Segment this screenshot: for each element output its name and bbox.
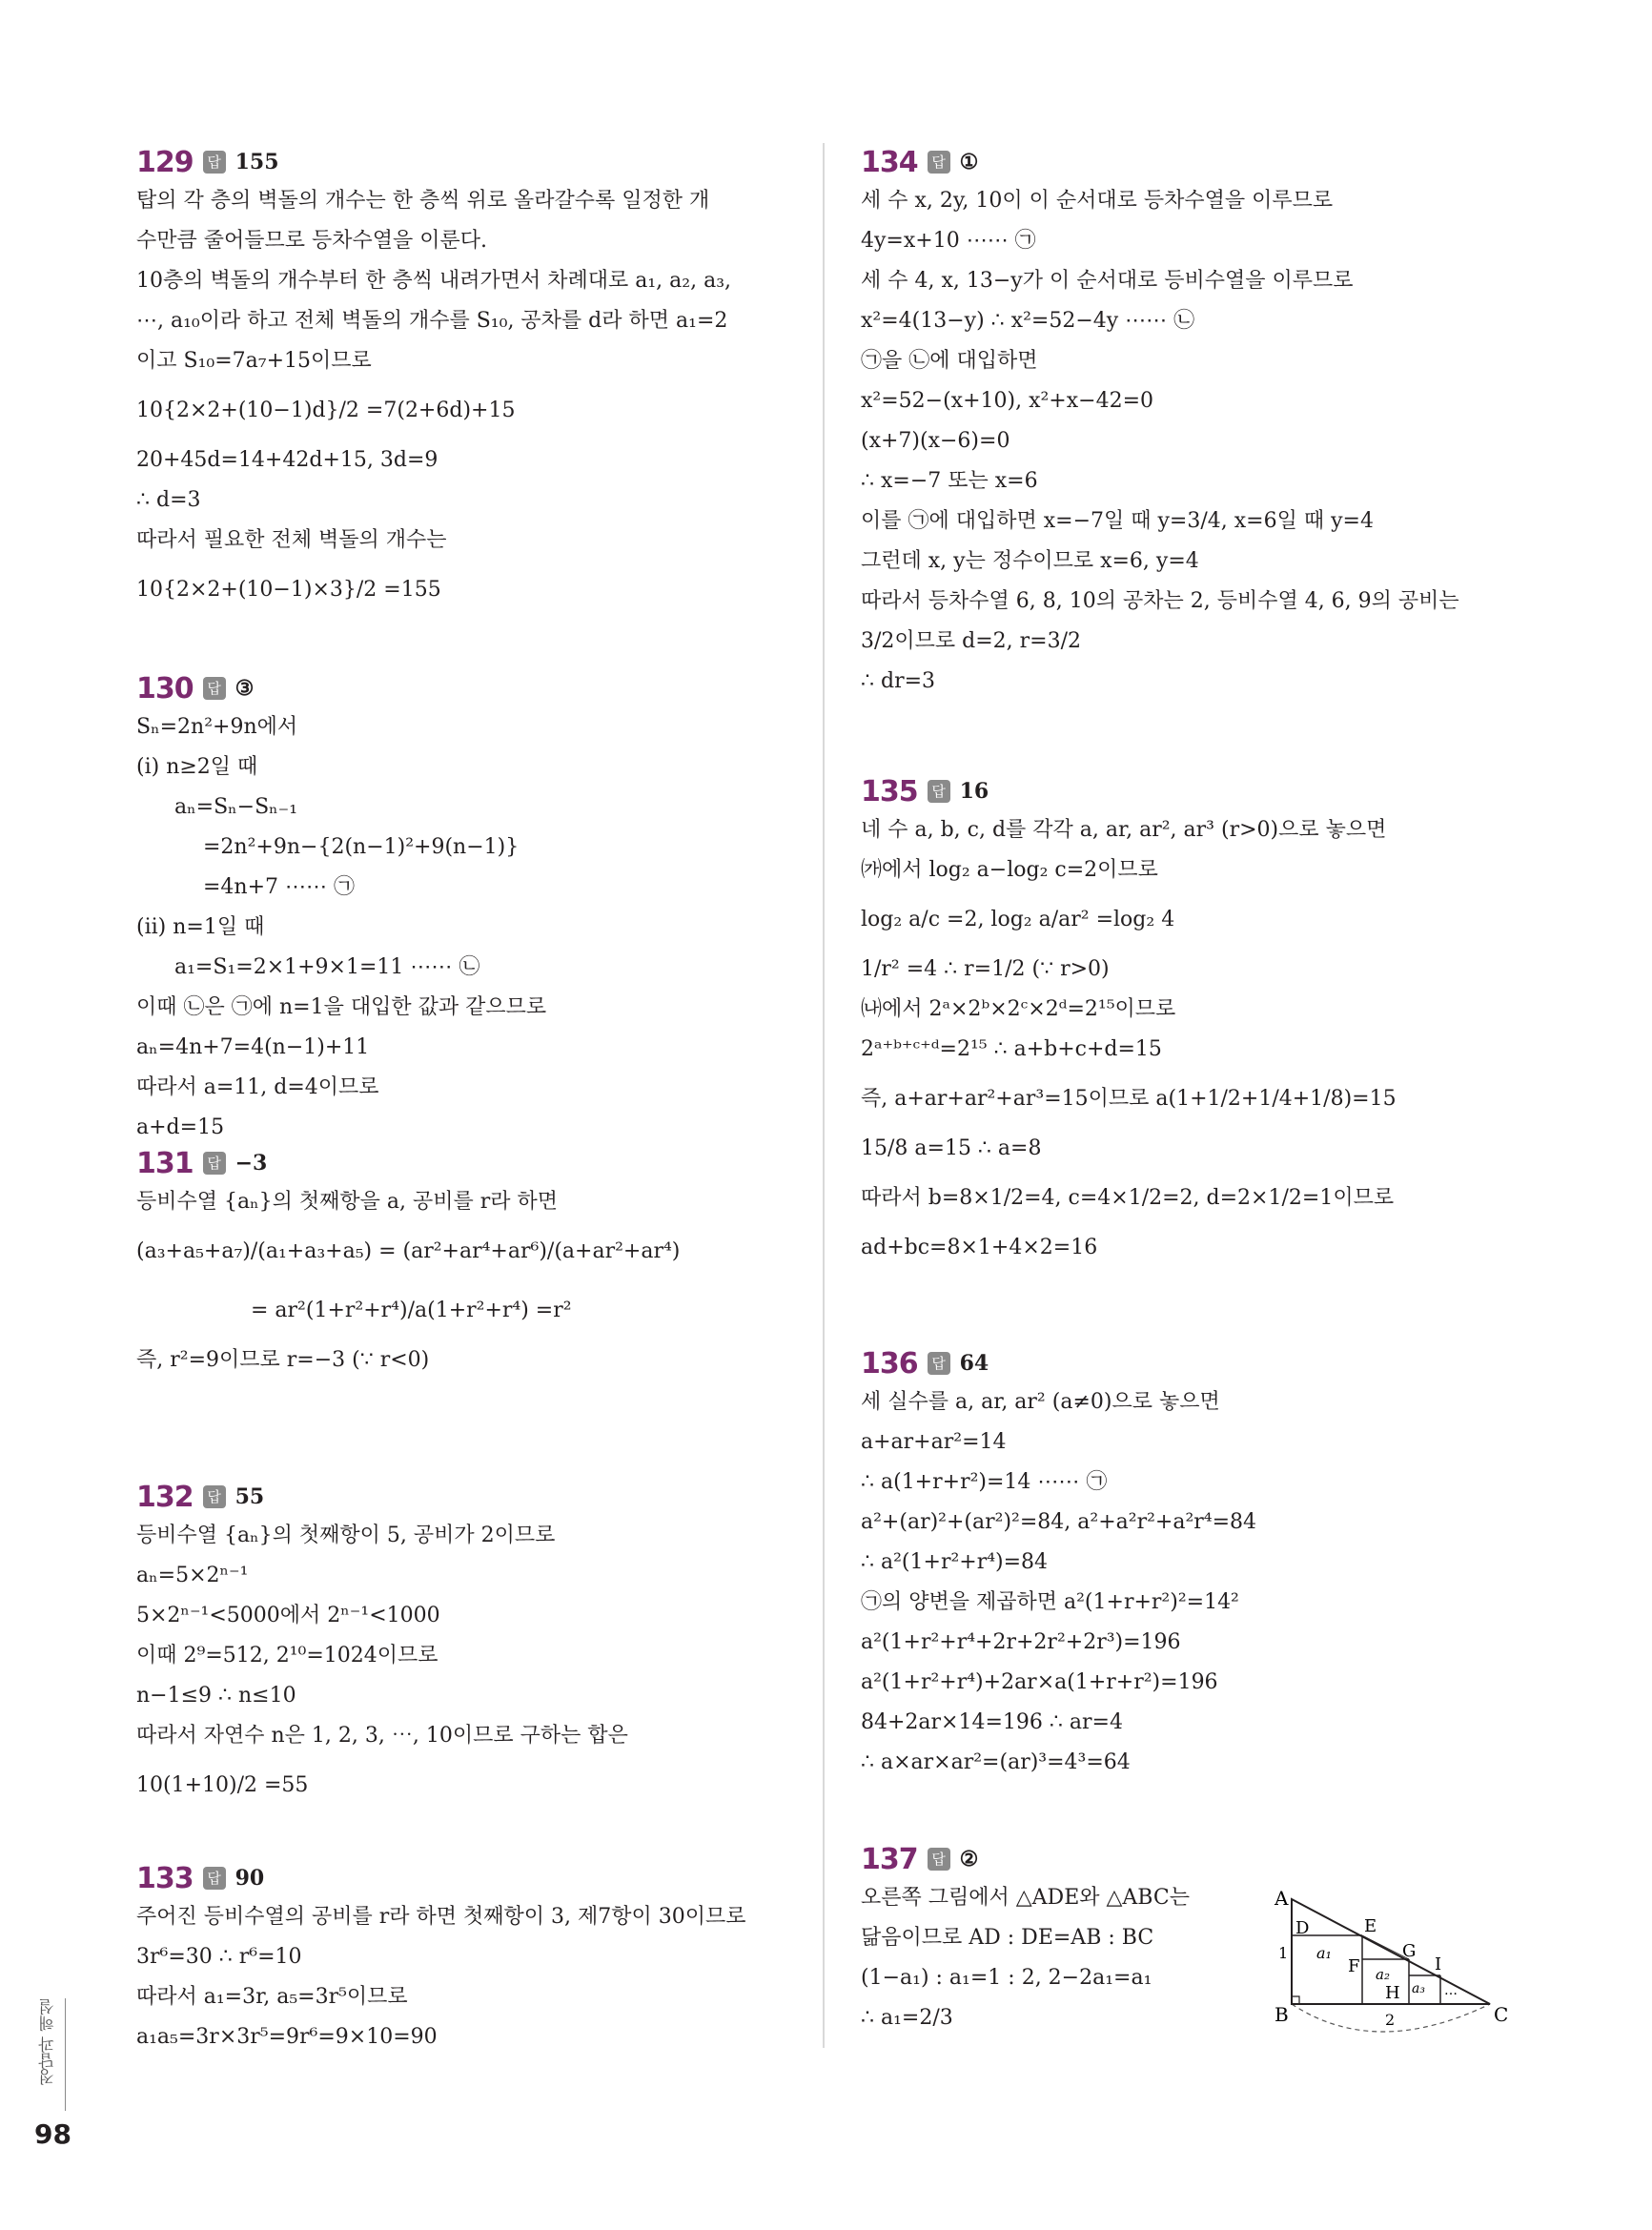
answer-value: 16 [959, 779, 989, 804]
solution-line: 수만큼 줄어들므로 등차수열을 이룬다. [136, 229, 488, 253]
solution-line: 닮음이므로 AD : DE=AB : BC [861, 1926, 1154, 1950]
problem-header [136, 669, 804, 707]
solution-line: 3r⁶=30 ∴ r⁶=10 [136, 1945, 302, 1969]
solution-line: 84+2ar×14=196 ∴ ar=4 [861, 1710, 1123, 1734]
solution-line: 네 수 a, b, c, d를 각각 a, ar, ar², ar³ (r>0)으로 놓으면 [861, 818, 1387, 842]
problem-number: 137 [861, 1842, 918, 1876]
solution-line: aₙ=4n+7=4(n−1)+11 [136, 1035, 370, 1059]
problem-137 [861, 1840, 1528, 2038]
solution-line: =2n²+9n−{2(n−1)²+9(n−1)} [203, 835, 520, 859]
problem-header [861, 1344, 1528, 1382]
solution-line: a₁=S₁=2×1+9×1=11 ⋯⋯ ㉡ [174, 955, 480, 979]
column-divider [823, 143, 825, 2048]
solution-line: 10{2×2+(10−1)×3}/2 =155 [136, 578, 441, 602]
problem-136 [861, 1344, 1528, 1783]
label-b: B [1275, 2003, 1289, 2026]
answer-value: ③ [235, 676, 255, 701]
solution-line: (a₃+a₅+a₇)/(a₁+a₃+a₅) = (ar²+ar⁴+ar⁶)/(a+ar²+ar⁴) [136, 1239, 681, 1263]
solution-line: aₙ=Sₙ−Sₙ₋₁ [174, 795, 298, 819]
answer-value: 55 [235, 1484, 265, 1509]
solution-line: a²+(ar)²+(ar²)²=84, a²+a²r²+a²r⁴=84 [861, 1510, 1257, 1534]
solution-line: 세 수 4, x, 13−y가 이 순서대로 등비수열을 이루므로 [861, 269, 1354, 293]
answer-value: 90 [235, 1866, 265, 1891]
solution-line: a₁a₅=3r×3r⁵=9r⁶=9×10=90 [136, 2025, 438, 2049]
solution-line: 5×2ⁿ⁻¹<5000에서 2ⁿ⁻¹<1000 [136, 1604, 440, 1627]
solution-line: 등비수열 {aₙ}의 첫째항이 5, 공비가 2이므로 [136, 1524, 556, 1547]
problem-number: 129 [136, 145, 194, 179]
label-a2: a₂ [1376, 1966, 1390, 1983]
problem-header [861, 143, 1528, 181]
solution-line: 그런데 x, y는 정수이므로 x=6, y=4 [861, 549, 1199, 573]
side-label-1: 1 [1278, 1944, 1289, 1962]
answer-badge: 답 [203, 1152, 226, 1175]
solution-line: 3/2이므로 d=2, r=3/2 [861, 629, 1082, 653]
solution-line: 즉, r²=9이므로 r=−3 (∵ r<0) [136, 1348, 430, 1372]
label-e: E [1364, 1916, 1377, 1936]
solution-line: 등비수열 {aₙ}의 첫째항을 a, 공비를 r라 하면 [136, 1190, 558, 1214]
problem-132 [136, 1478, 804, 1815]
answer-badge: 답 [203, 1485, 226, 1508]
label-c: C [1494, 2003, 1509, 2026]
side-rule [65, 1998, 66, 2111]
answer-badge: 답 [203, 677, 226, 700]
answer-value: −3 [235, 1151, 268, 1176]
label-ellipsis: … [1444, 1983, 1458, 1998]
solution-line: 따라서 b=8×1/2=4, c=4×1/2=2, d=2×1/2=1이므로 [861, 1186, 1395, 1210]
solution-line: ∴ dr=3 [861, 669, 936, 693]
solution-line: (x+7)(x−6)=0 [861, 429, 1010, 453]
answer-value: ② [959, 1847, 979, 1872]
solution-line: (1−a₁) : a₁=1 : 2, 2−2a₁=a₁ [861, 1966, 1152, 1990]
problem-header [861, 772, 1528, 810]
answer-badge: 답 [203, 1867, 226, 1890]
solution-line: 4y=x+10 ⋯⋯ ㉠ [861, 229, 1036, 253]
solution-line: ∴ a(1+r+r²)=14 ⋯⋯ ㉠ [861, 1470, 1108, 1494]
problem-135 [861, 772, 1528, 1268]
solution-line: ad+bc=8×1+4×2=16 [861, 1236, 1098, 1259]
solution-line: 20+45d=14+42d+15, 3d=9 [136, 448, 438, 472]
solution-line: ∴ a²(1+r²+r⁴)=84 [861, 1550, 1049, 1574]
answer-value: ① [959, 150, 979, 174]
problem-number: 131 [136, 1146, 194, 1180]
label-a3: a₃ [1412, 1981, 1425, 1996]
solution-line: ㈏에서 2ᵃ×2ᵇ×2ᶜ×2ᵈ=2¹⁵이므로 [861, 997, 1176, 1021]
side-label-2: 2 [1385, 2011, 1396, 2029]
answer-value: 155 [235, 150, 279, 174]
problem-header [136, 1144, 804, 1182]
solution-line: a²(1+r²+r⁴+2r+2r²+2r³)=196 [861, 1630, 1181, 1654]
solution-line: 10층의 벽돌의 개수부터 한 층씩 내려가면서 차례대로 a₁, a₂, a₃, [136, 269, 732, 293]
solution-line: ∴ a×ar×ar²=(ar)³=4³=64 [861, 1750, 1131, 1774]
problem-header [136, 143, 804, 181]
problem-129 [136, 143, 804, 620]
solution-line: 세 실수를 a, ar, ar² (a≠0)으로 놓으면 [861, 1390, 1220, 1414]
solution-line: 2ᵃ⁺ᵇ⁺ᶜ⁺ᵈ=2¹⁵ ∴ a+b+c+d=15 [861, 1037, 1162, 1061]
problem-number: 134 [861, 145, 918, 179]
solution-line: 이를 ㉠에 대입하면 x=−7일 때 y=3/4, x=6일 때 y=4 [861, 509, 1374, 533]
solution-line: 이고 S₁₀=7a₇+15이므로 [136, 349, 372, 373]
solution-line: aₙ=5×2ⁿ⁻¹ [136, 1564, 249, 1587]
solution-line: 10{2×2+(10−1)d}/2 =7(2+6d)+15 [136, 399, 516, 422]
problem-number: 132 [136, 1480, 194, 1514]
solution-line: 따라서 a=11, d=4이므로 [136, 1075, 379, 1099]
solution-line: 즉, a+ar+ar²+ar³=15이므로 a(1+1/2+1/4+1/8)=15 [861, 1087, 1397, 1111]
answer-value: 64 [959, 1351, 989, 1376]
solution-line: 1/r² =4 ∴ r=1/2 (∵ r>0) [861, 957, 1110, 981]
label-a: A [1275, 1888, 1289, 1910]
answer-badge: 답 [203, 151, 226, 174]
right-angle-mark [1292, 1996, 1299, 2004]
problem-number: 130 [136, 671, 194, 706]
solution-line: ∴ x=−7 또는 x=6 [861, 469, 1038, 493]
solution-line: 세 수 x, 2y, 10이 이 순서대로 등차수열을 이루므로 [861, 189, 1334, 213]
page-number: 98 [34, 2118, 71, 2150]
solution-line: 이때 2⁹=512, 2¹⁰=1024이므로 [136, 1644, 438, 1667]
solution-line: (ⅱ) n=1일 때 [136, 915, 265, 939]
solution-line: (ⅰ) n≥2일 때 [136, 755, 258, 779]
answer-badge: 답 [928, 780, 950, 803]
label-h: H [1385, 1983, 1400, 2003]
problem-header [136, 1478, 804, 1516]
triangle-figure [1261, 1888, 1519, 2050]
solution-line: 따라서 자연수 n은 1, 2, 3, ⋯, 10이므로 구하는 합은 [136, 1724, 628, 1748]
solution-line: n−1≤9 ∴ n≤10 [136, 1684, 296, 1708]
solution-line: = ar²(1+r²+r⁴)/a(1+r²+r⁴) =r² [251, 1299, 572, 1322]
problem-133 [136, 1859, 804, 2057]
label-f: F [1348, 1956, 1360, 1976]
label-i: I [1435, 1954, 1442, 1974]
solution-line: ∴ d=3 [136, 488, 201, 512]
side-section-label: 정답과 해설 [39, 1998, 58, 2086]
solution-line: ㈎에서 log₂ a−log₂ c=2이므로 [861, 858, 1158, 882]
solution-line: a+d=15 [136, 1115, 225, 1139]
problem-header [861, 1840, 1528, 1878]
solution-line: a+ar+ar²=14 [861, 1430, 1007, 1454]
problem-number: 133 [136, 1861, 194, 1895]
problem-header [136, 1859, 804, 1897]
problem-131 [136, 1144, 804, 1381]
solution-line: 따라서 등차수열 6, 8, 10의 공차는 2, 등비수열 4, 6, 9의 공비는 [861, 589, 1459, 613]
solution-line: ∴ a₁=2/3 [861, 2006, 953, 2030]
problem-130 [136, 669, 804, 1148]
problem-number: 136 [861, 1346, 918, 1381]
solution-line: x²=52−(x+10), x²+x−42=0 [861, 389, 1154, 413]
answer-badge: 답 [928, 151, 950, 174]
solution-line: 10(1+10)/2 =55 [136, 1773, 309, 1797]
solution-line: 15/8 a=15 ∴ a=8 [861, 1136, 1042, 1160]
solution-line: ⋯, a₁₀이라 하고 전체 벽돌의 개수를 S₁₀, 공차를 d라 하면 a₁=2 [136, 309, 728, 333]
solution-line: 오른쪽 그림에서 △ADE와 △ABC는 [861, 1886, 1190, 1910]
solution-line: =4n+7 ⋯⋯ ㉠ [203, 875, 356, 899]
answer-badge: 답 [928, 1848, 950, 1871]
solution-line: Sₙ=2n²+9n에서 [136, 715, 298, 739]
solution-line: ㉠의 양변을 제곱하면 a²(1+r+r²)²=14² [861, 1590, 1239, 1614]
problem-134 [861, 143, 1528, 702]
solution-line: ㉠을 ㉡에 대입하면 [861, 349, 1038, 373]
solution-line: 따라서 필요한 전체 벽돌의 개수는 [136, 528, 447, 552]
solution-line: 이때 ㉡은 ㉠에 n=1을 대입한 값과 같으므로 [136, 995, 547, 1019]
label-a1: a₁ [1316, 1944, 1332, 1962]
solution-line: 탑의 각 층의 벽돌의 개수는 한 층씩 위로 올라갈수록 일정한 개 [136, 189, 710, 213]
solution-line: 주어진 등비수열의 공비를 r라 하면 첫째항이 3, 제7항이 30이므로 [136, 1905, 746, 1929]
label-g: G [1402, 1941, 1417, 1961]
answer-badge: 답 [928, 1352, 950, 1375]
label-d: D [1295, 1918, 1310, 1938]
solution-line: x²=4(13−y) ∴ x²=52−4y ⋯⋯ ㉡ [861, 309, 1195, 333]
solution-line: 따라서 a₁=3r, a₅=3r⁵이므로 [136, 1985, 408, 2009]
problem-number: 135 [861, 774, 918, 808]
solution-line: a²(1+r²+r⁴)+2ar×a(1+r+r²)=196 [861, 1670, 1218, 1694]
solution-line: log₂ a/c =2, log₂ a/ar² =log₂ 4 [861, 908, 1175, 931]
